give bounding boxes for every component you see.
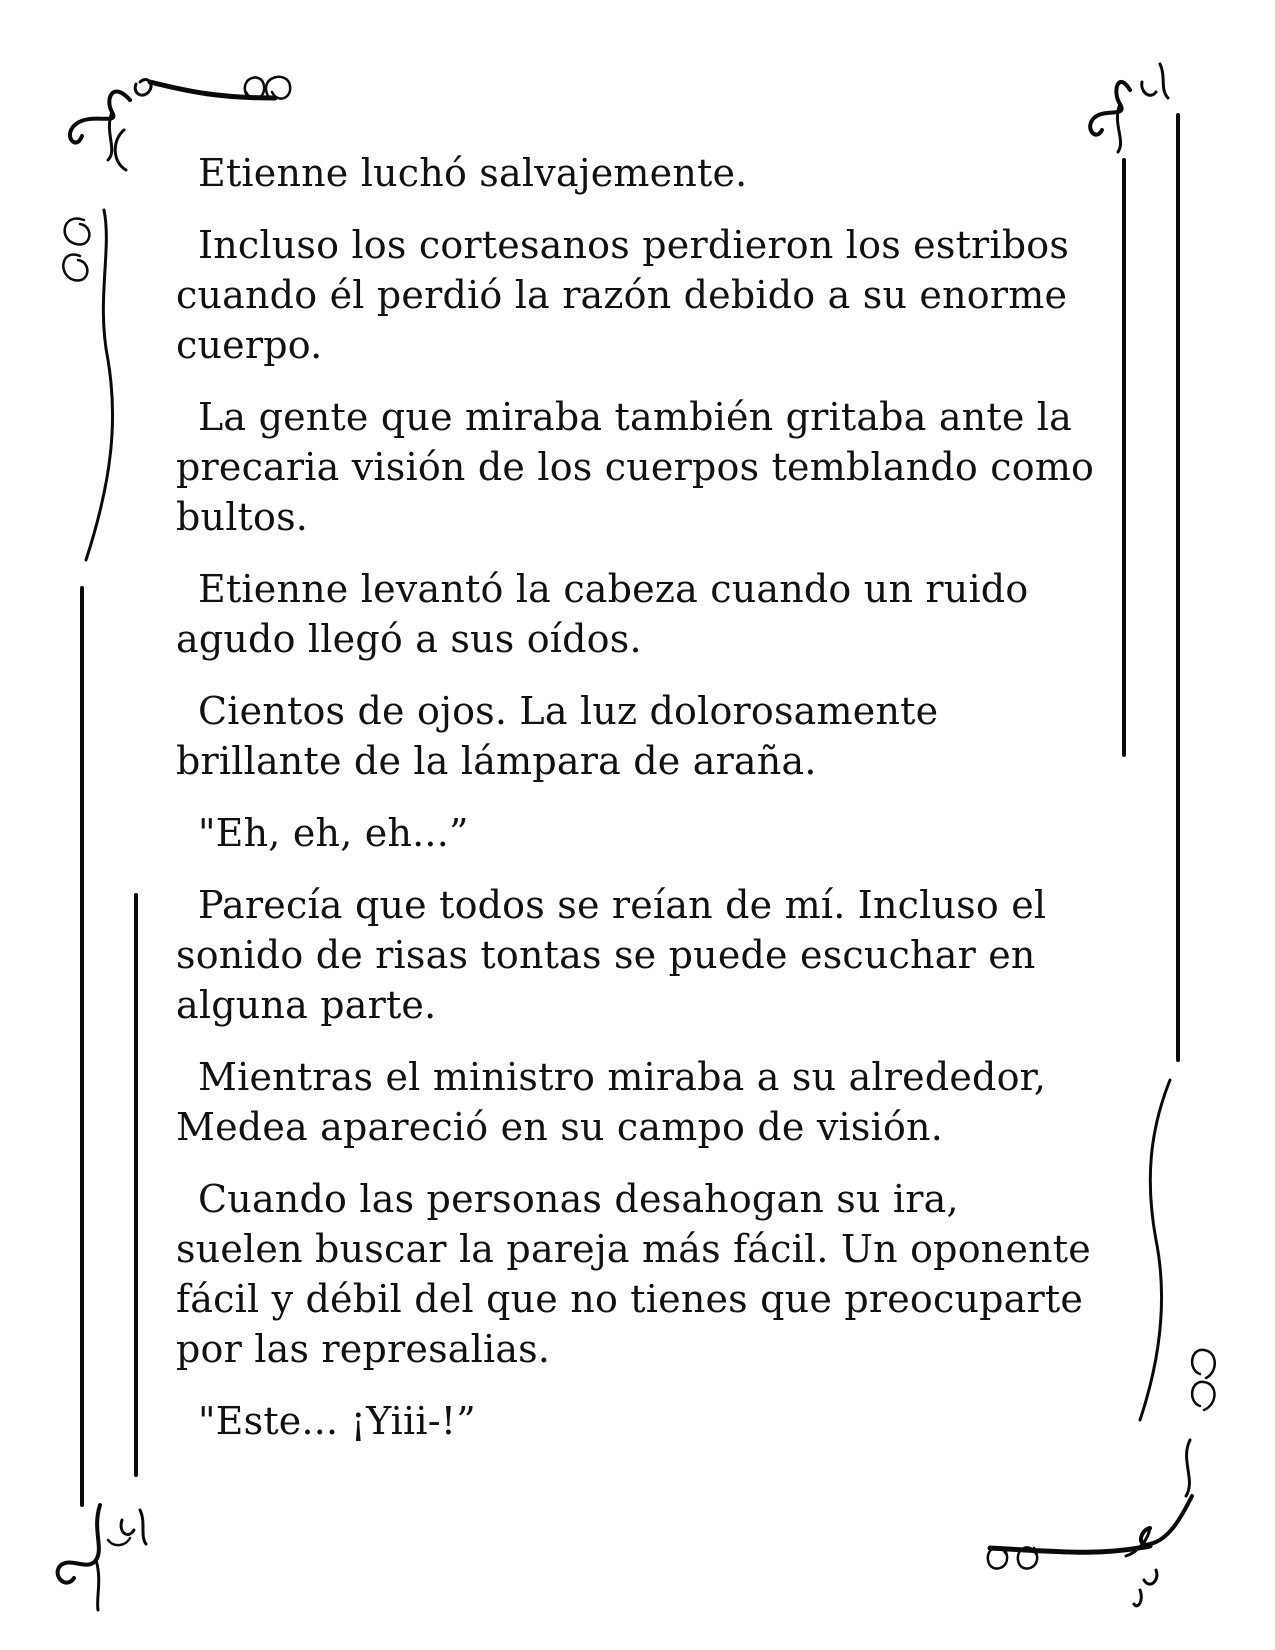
paragraph: "Este... ¡Yiii-!” <box>198 1399 476 1443</box>
paragraph: Etienne levantó la cabeza cuando un ruido agudo llegó a sus oídos. <box>176 567 1029 661</box>
paragraph: Cuando las personas desahogan su ira, suelen buscar la pareja más fácil. Un oponente fácil y débil del que no tienes que preocuparte por las represalias. <box>176 1177 1091 1371</box>
paragraph: La gente que miraba también gritaba ante la precaria visión de los cuerpos temblando como bultos. <box>176 395 1095 539</box>
story-text <box>176 148 1096 1468</box>
paragraph: Incluso los cortesanos perdieron los estribos cuando él perdió la razón debido a su enorme cuerpo. <box>176 223 1070 367</box>
paragraph: Cientos de ojos. La luz dolorosamente brillante de la lámpara de araña. <box>176 689 939 783</box>
paragraph: Etienne luchó salvajemente. <box>198 151 748 195</box>
paragraph: "Eh, eh, eh...” <box>198 811 469 855</box>
paragraph: Mientras el ministro miraba a su alrededor, Medea apareció en su campo de visión. <box>176 1055 1047 1149</box>
bottom-left-flourish <box>58 1505 146 1610</box>
top-right-flourish <box>1090 64 1168 152</box>
paragraph: Parecía que todos se reían de mí. Incluso el sonido de risas tontas se puede escuchar en alguna parte. <box>176 883 1047 1027</box>
